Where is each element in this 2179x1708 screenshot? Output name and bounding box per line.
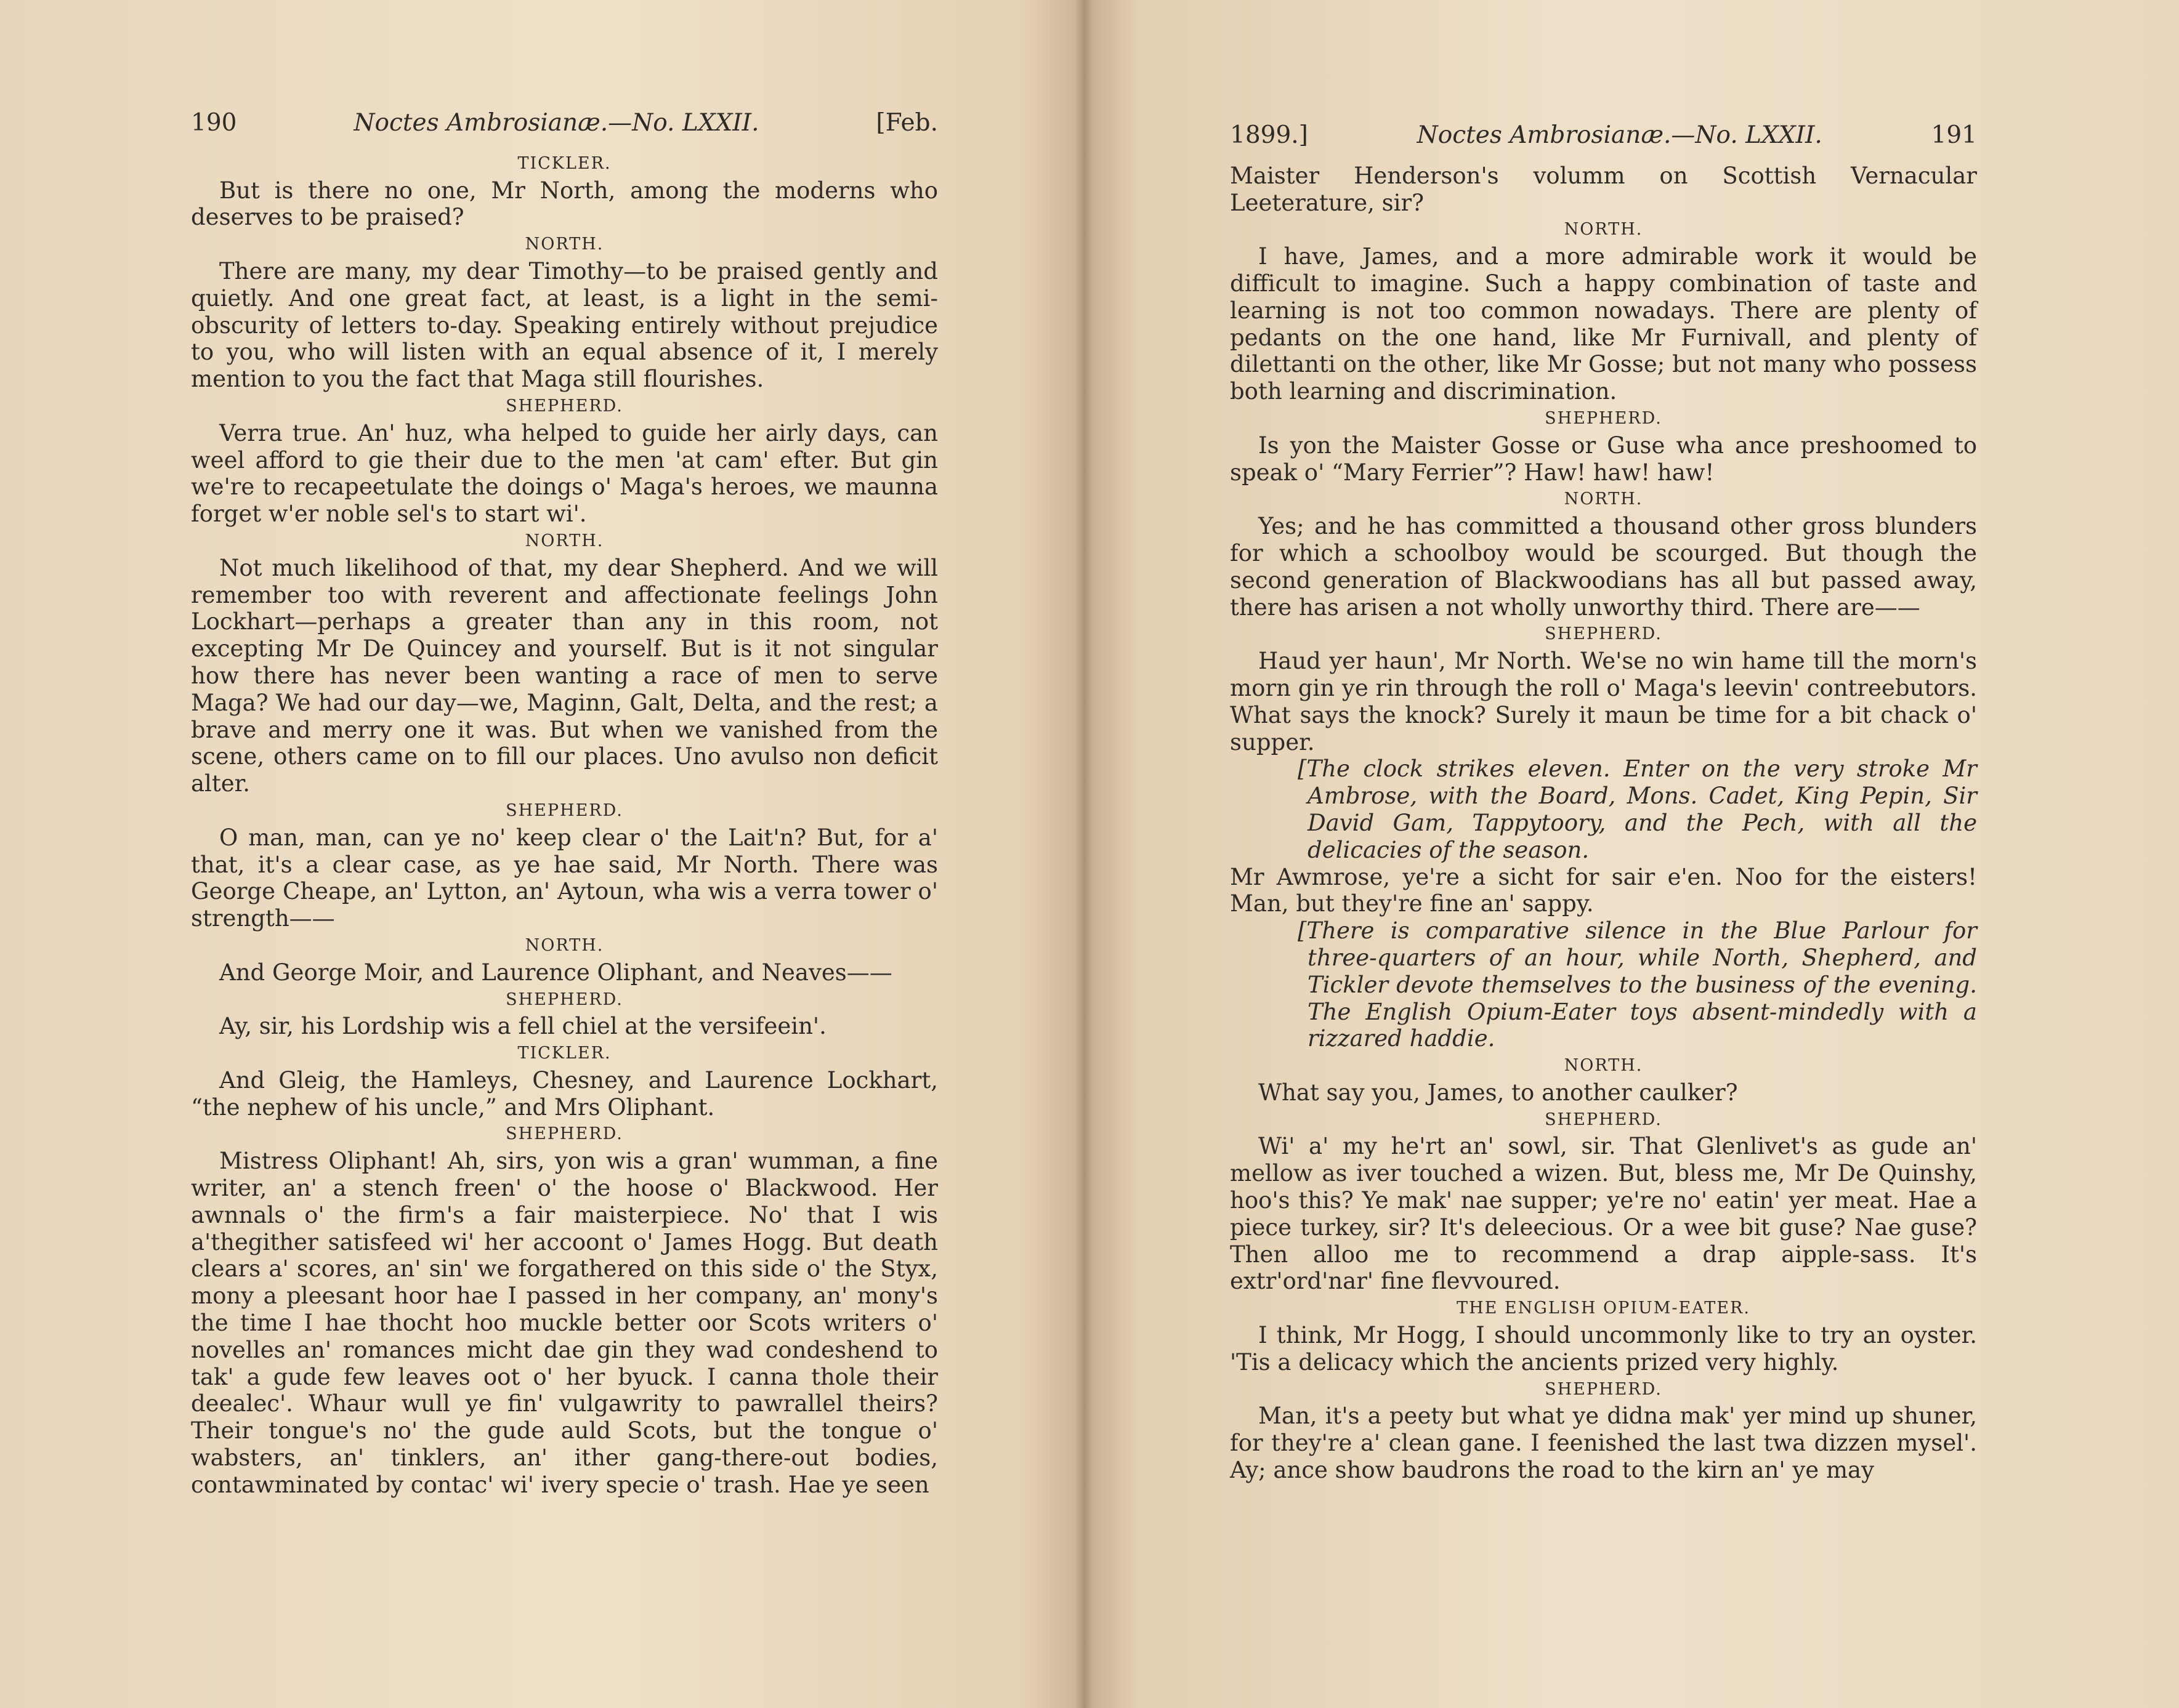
speaker-label: NORTH. xyxy=(525,935,604,955)
continued-paragraph: Maister Henderson's volumm on Scottish Vernacular Leeterature, sir? xyxy=(1230,162,1977,216)
speech-paragraph: There are many, my dear Timothy—to be praised gently and quietly. And one great fact, at least, is a light in the semi-obscurity of letters to-day. Speaking entirely without prejudice to you, who will listen with an equal absence of it, I merely mention to you the fact that Maga still flourishes. xyxy=(191,257,938,393)
speech-paragraph: Man, it's a peety but what ye didna mak' yer mind up shuner, for they're a' clean gane. I feenished the last twa dizzen mysel'. Ay; ance show baudrons the road to the kirn an' ye may xyxy=(1230,1403,1977,1484)
speech-paragraph: Not much likelihood of that, my dear Shepherd. And we will remember too with reverent and affectionate feelings John Lockhart—perhaps a greater than any in this room, not excepting Mr De Quincey and yourself. But is it not singular how there has never been wanting a race of men to serve Maga? We had our day—we, Maginn, Galt, Delta, and the rest; a brave and merry one it was. But when we vanished from the scene, others came on to fill our places. Uno avulso non deficit alter. xyxy=(191,554,938,797)
stage-direction: [There is comparative silence in the Blue Parlour for three-quarters of an hour, while North, Shepherd, and Tickler devote themselves to the business of the evening. The English Opium-Eater toys absent-mindedly with a rizzared haddie. xyxy=(1298,917,1977,1052)
speech-paragraph: Haud yer haun', Mr North. We'se no win hame till the morn's morn gin ye rin through the roll o' Maga's leevin' contreebutors. What says the knock? Surely it maun be time for a bit chack o' supper. xyxy=(1230,648,1977,755)
speaker-label: TICKLER. xyxy=(517,1044,612,1063)
speaker-label: SHEPHERD. xyxy=(506,989,623,1009)
speech-paragraph: Is yon the Maister Gosse or Guse wha ance preshoomed to speak o' “Mary Ferrier”? Haw! haw! haw! xyxy=(1230,432,1977,486)
speaker-label: NORTH. xyxy=(1564,1056,1643,1076)
right-date-label: 1899.] xyxy=(1230,121,1308,149)
right-running-title: Noctes Ambrosianæ.—No. LXXII. xyxy=(1417,121,1822,149)
left-page-content xyxy=(191,110,938,1499)
left-date-label: [Feb. xyxy=(876,109,938,137)
speech-paragraph: Verra true. An' huz, wha helped to guide her airly days, can weel afford to gie their due to the men 'at cam' efter. But gin we're to recapeetulate the doings o' Maga's heroes, we maunna forget w'er noble sel's to start wi'. xyxy=(191,419,938,528)
speaker-label: SHEPHERD. xyxy=(1545,408,1662,428)
right-running-head xyxy=(1230,122,1977,149)
right-page-number: 191 xyxy=(1931,121,1977,149)
left-text-body xyxy=(191,150,938,1499)
speech-paragraph: O man, man, can ye no' keep clear o' the Lait'n? But, for a' that, it's a clear case, as ye hae said, Mr North. There was George Cheape, an' Lytton, an' Aytoun, wha wis a verra tower o' strength—— xyxy=(191,824,938,932)
speaker-label: SHEPHERD. xyxy=(506,1124,623,1144)
left-running-head xyxy=(191,110,938,137)
left-running-title: Noctes Ambrosianæ.—No. LXXII. xyxy=(354,109,759,137)
speaker-label: NORTH. xyxy=(1564,489,1643,509)
speech-paragraph: What say you, James, to another caulker? xyxy=(1258,1079,1738,1106)
speaker-label: NORTH. xyxy=(525,235,604,254)
speech-paragraph: Yes; and he has committed a thousand other gross blunders for which a schoolboy would be scourged. But though the second generation of Blackwoodians has all but passed away, there has arisen a not wholly unworthy third. There are—— xyxy=(1230,513,1977,621)
speaker-label: SHEPHERD. xyxy=(506,396,623,416)
left-page-number: 190 xyxy=(191,109,237,137)
speech-paragraph: Mistress Oliphant! Ah, sirs, yon wis a gran' wumman, a fine writer, an' a stench freen' o' the hoose o' Blackwood. Her awnnals o' the firm's a fair maisterpiece. No' that I wis a'thegither satisfeed wi' her accoont o' James Hogg. But death clears a' scores, an' sin' we forgathered on this side o' the Styx, mony a pleesant hoor hae I passed in her company, an' mony's the time I hae thocht hoo muckle better oor Scots writers o' novelles an' romances micht dae gin they wad condeshend to tak' a gude few leaves oot o' her byuck. I canna thole their deealec'. Whaur wull ye fin' vulgawrity to pawrallel theirs? Their tongue's no' the gude auld Scots, but the tongue o' wabsters, an' tinklers, an' ither gang-there-out bodies, contawminated by contac' wi' ivery specie o' trash. Hae ye seen xyxy=(191,1148,938,1498)
right-text-body xyxy=(1230,163,1977,1484)
speech-paragraph: I have, James, and a more admirable work it would be difficult to imagine. Such a happy combination of taste and learning is not too common nowadays. There are plenty of pedants on the one hand, like Mr Furnivall, and plenty of dilettanti on the other, like Mr Gosse; but not many who possess both learning and discrimination. xyxy=(1230,243,1977,405)
speech-paragraph: And Gleig, the Hamleys, Chesney, and Laurence Lockhart, “the nephew of his uncle,” and Mrs Oliphant. xyxy=(191,1066,938,1121)
speaker-label: SHEPHERD. xyxy=(506,800,623,820)
speech-paragraph: I think, Mr Hogg, I should uncommonly like to try an oyster. 'Tis a delicacy which the ancients prized very highly. xyxy=(1230,1322,1977,1376)
speaker-label: NORTH. xyxy=(525,531,604,550)
speaker-label: NORTH. xyxy=(1564,220,1643,240)
stage-direction: [The clock strikes eleven. Enter on the very stroke Mr Ambrose, with the Board, Mons. Cadet, King Pepin, Sir David Gam, Tappytoory, and the Pech, with all the delicacies of the season. xyxy=(1298,755,1977,863)
left-page xyxy=(0,0,1084,1708)
speech-paragraph: Wi' a' my he'rt an' sowl, sir. That Glenlivet's as gude an' mellow as iver touched a wizen. But, bless me, Mr De Quinshy, hoo's this? Ye mak' nae supper; ye're no' eatin' yer meat. Hae a piece turkey, sir? It's deleecious. Or a wee bit guse? Nae guse? Then alloo me to recommend a drap aipple-sass. It's extr'ord'nar' fine flevvoured. xyxy=(1230,1133,1977,1295)
speaker-label: SHEPHERD. xyxy=(1545,624,1662,644)
continued-paragraph: Mr Awmrose, ye're a sicht for sair e'en. Noo for the eisters! Man, but they're fine an' sappy. xyxy=(1230,863,1977,917)
speaker-label: THE ENGLISH OPIUM-EATER. xyxy=(1457,1299,1750,1318)
speaker-label: SHEPHERD. xyxy=(1545,1379,1662,1399)
speech-paragraph: Ay, sir, his Lordship wis a fell chiel at the versifeein'. xyxy=(219,1013,827,1040)
book-gutter xyxy=(1075,0,1093,1708)
right-page-content xyxy=(1230,122,1977,1484)
speaker-label: SHEPHERD. xyxy=(1545,1110,1662,1129)
right-page xyxy=(1084,0,2179,1708)
speech-paragraph: And George Moir, and Laurence Oliphant, and Neaves—— xyxy=(219,959,892,986)
speech-paragraph: But is there no one, Mr North, among the moderns who deserves to be praised? xyxy=(191,177,938,231)
speaker-label: TICKLER. xyxy=(517,153,612,173)
